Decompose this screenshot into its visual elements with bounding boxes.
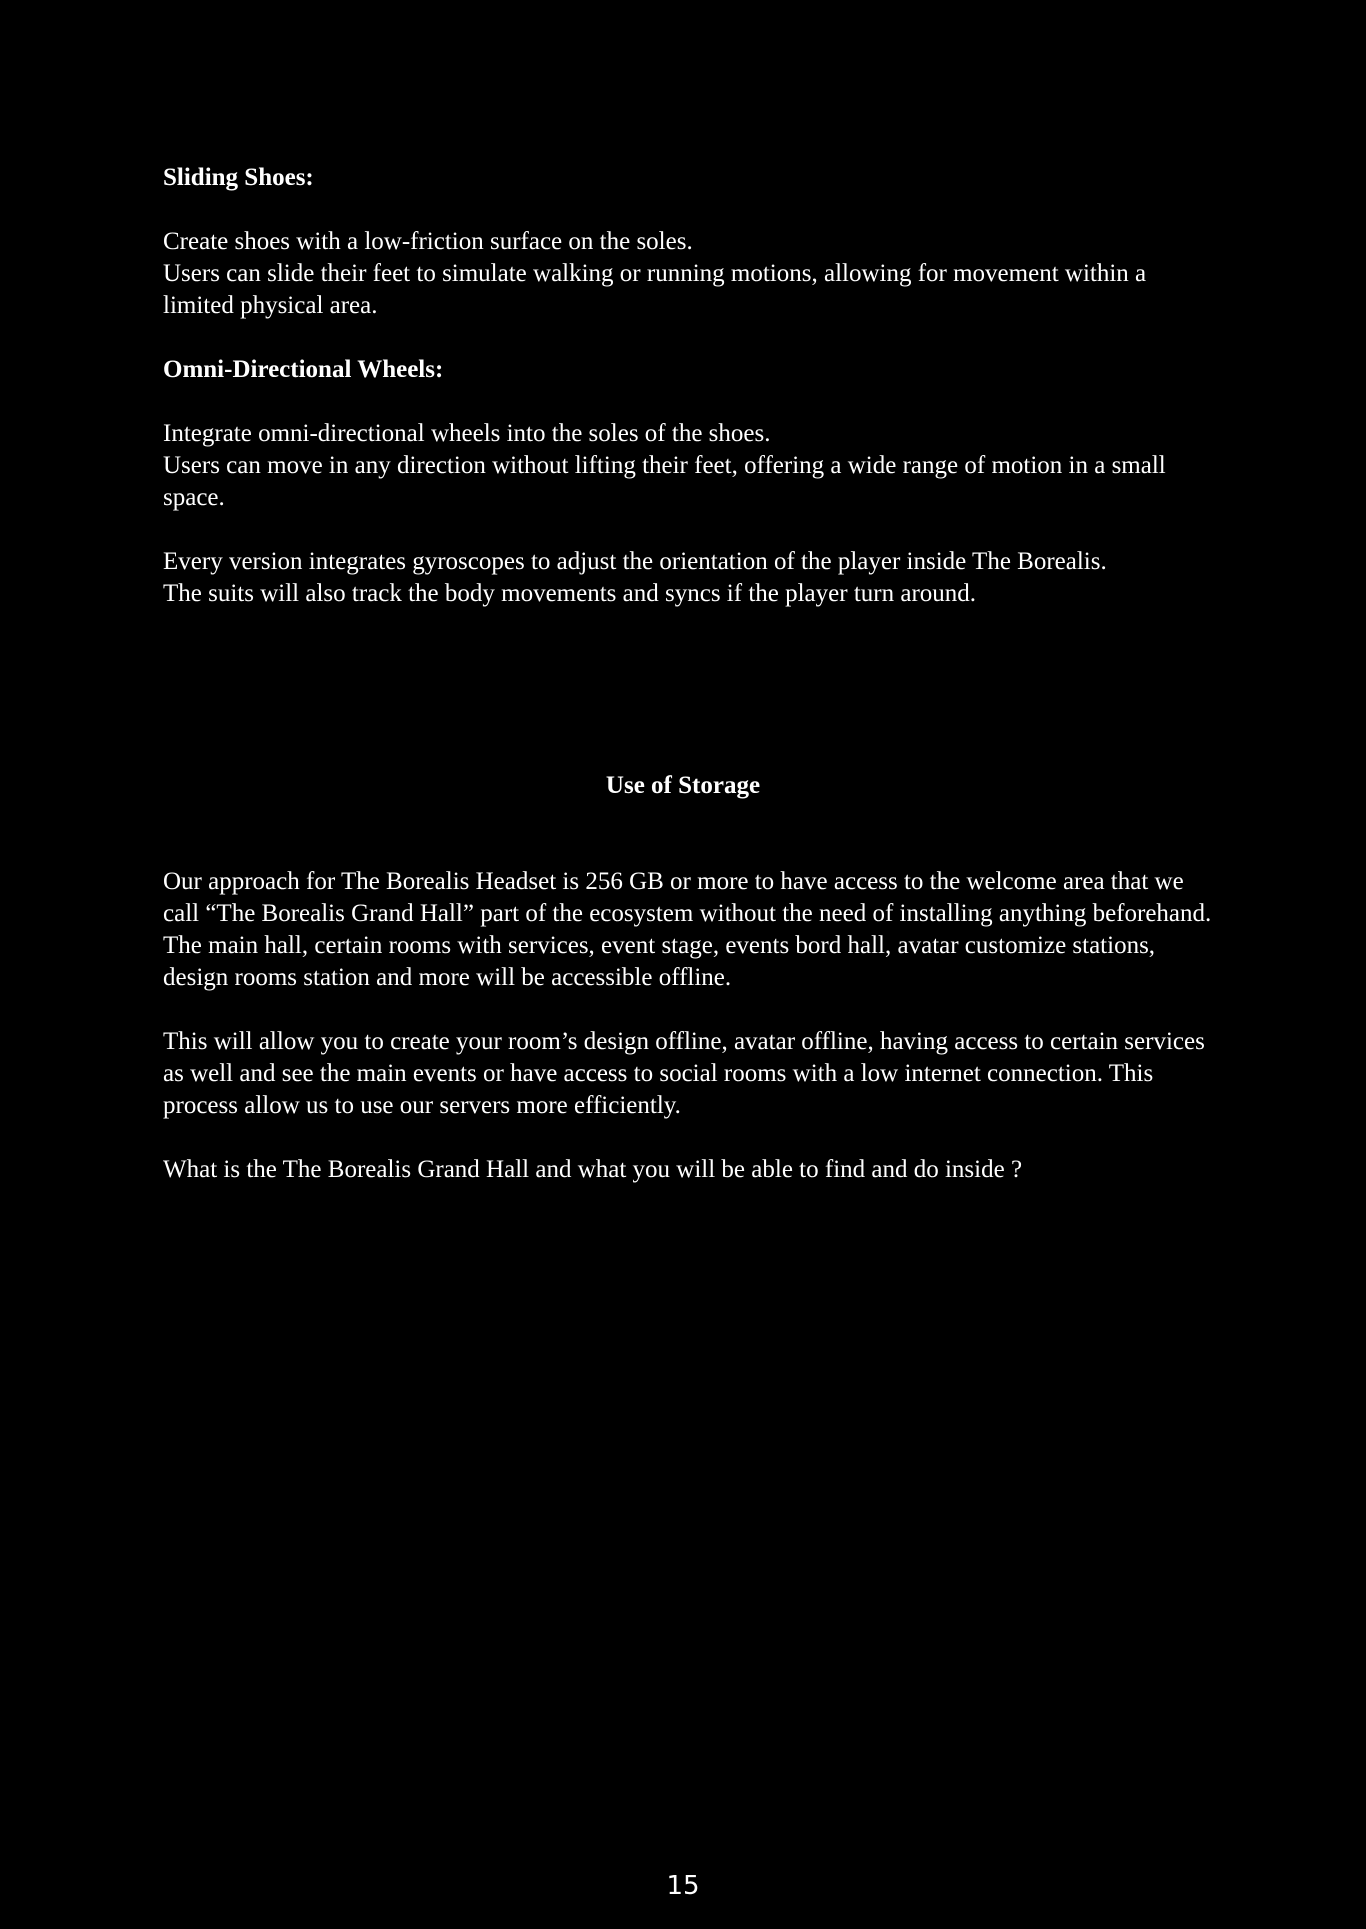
- sliding-shoes-heading: Sliding Shoes:: [163, 164, 314, 191]
- storage-section: [163, 866, 1223, 1186]
- sliding-shoes-line-2: Users can slide their feet to simulate walking or running motions, allowing for movement within a limited physical area.: [163, 260, 1147, 319]
- gyroscopes-line-2: The suits will also track the body movements and syncs if the player turn around.: [163, 580, 977, 607]
- page-number: 15: [666, 1871, 700, 1901]
- gyroscopes-line-1: Every version integrates gyroscopes to adjust the orientation of the player inside The Borealis.: [163, 548, 1107, 575]
- omni-wheels-line-2: Users can move in any direction without lifting their feet, offering a wide range of motion in a small space.: [163, 452, 1166, 511]
- omni-wheels-heading: Omni-Directional Wheels:: [163, 356, 444, 383]
- sliding-shoes-line-1: Create shoes with a low-friction surface on the soles.: [163, 228, 693, 255]
- omni-wheels-line-1: Integrate omni-directional wheels into the soles of the shoes.: [163, 420, 771, 447]
- movement-section: [163, 162, 1223, 610]
- storage-section-title: Use of Storage: [605, 772, 761, 799]
- storage-question: What is the The Borealis Grand Hall and what you will be able to find and do inside ?: [163, 1156, 1023, 1183]
- storage-paragraph-2: This will allow you to create your room’s design offline, avatar offline, having access to certain services as well and see the main events or have access to social rooms with a low internet connection. This process allow us to use our servers more efficiently.: [163, 1028, 1205, 1119]
- storage-paragraph-1: Our approach for The Borealis Headset is 256 GB or more to have access to the welcome area that we call “The Borealis Grand Hall” part of the ecosystem without the need of installing anything beforehand. The main hall, certain rooms with services, event stage, events bord hall, avatar customize stations, design rooms station and more will be accessible offline.: [163, 868, 1212, 991]
